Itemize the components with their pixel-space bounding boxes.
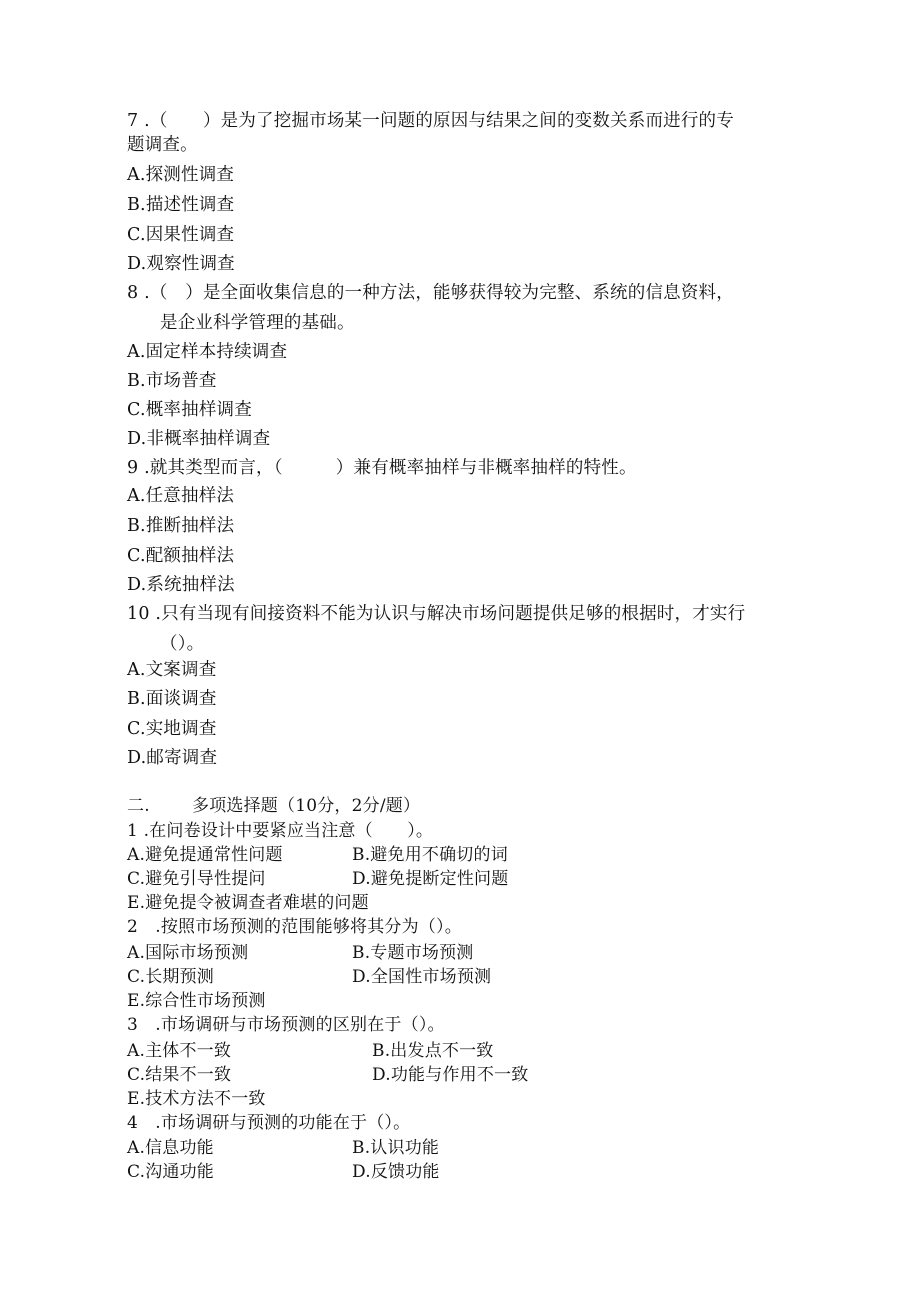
- question-10-option-d: D.邮寄调查: [127, 748, 218, 768]
- question-7-stem: 7 .（ ）是为了挖掘市场某一问题的原因与结果之间的变数关系而进行的专: [127, 111, 734, 131]
- multi-question-2-option-a: A.国际市场预测: [127, 943, 249, 963]
- question-9-option-d: D.系统抽样法: [127, 575, 235, 595]
- multi-question-4-option-c: C.沟通功能: [127, 1162, 215, 1182]
- question-10-option-b: B.面谈调查: [127, 689, 217, 709]
- multi-question-1-option-b: B.避免用不确切的词: [352, 845, 508, 865]
- multi-question-4-option-b: B.认识功能: [352, 1138, 440, 1158]
- question-7-option-b: B.描述性调查: [127, 195, 235, 215]
- question-9-option-c: C.配额抽样法: [127, 546, 235, 566]
- question-8-option-c: C.概率抽样调查: [127, 400, 252, 420]
- multi-question-3-option-e: E.技术方法不一致: [127, 1089, 266, 1109]
- question-9-option-b: B.推断抽样法: [127, 516, 235, 536]
- multi-question-1-option-e: E.避免提令被调查者难堪的问题: [127, 893, 369, 913]
- question-8-stem-cont: 是企业科学管理的基础。: [160, 313, 355, 333]
- question-8-option-d: D.非概率抽样调查: [127, 429, 271, 449]
- multi-question-3-stem: 3 .市场调研与市场预测的区别在于（）。: [127, 1015, 445, 1035]
- question-9-option-a: A.任意抽样法: [127, 486, 235, 506]
- question-7-stem-cont: 题调查。: [127, 135, 198, 155]
- question-7-option-d: D.观察性调查: [127, 254, 235, 274]
- multi-question-3-option-c: C.结果不一致: [127, 1065, 232, 1085]
- question-10-stem: 10 .只有当现有间接资料不能为认识与解决市场问题提供足够的根据时，才实行: [127, 604, 746, 624]
- multi-question-1-option-c: C.避免引导性提问: [127, 869, 266, 889]
- section-title: 多项选择题（10分，2分/题）: [192, 796, 421, 816]
- multi-question-4-option-a: A.信息功能: [127, 1138, 214, 1158]
- multi-question-2-option-b: B.专题市场预测: [352, 943, 474, 963]
- question-7-option-c: C.因果性调查: [127, 225, 235, 245]
- multi-question-1-option-a: A.避免提通常性问题: [127, 845, 283, 865]
- question-10-option-a: A.文案调查: [127, 660, 217, 680]
- multi-question-2-option-d: D.全国性市场预测: [352, 967, 492, 987]
- question-8-option-b: B.市场普查: [127, 371, 217, 391]
- multi-question-2-option-c: C.长期预测: [127, 967, 215, 987]
- multi-question-3-option-d: D.功能与作用不一致: [372, 1065, 529, 1085]
- multi-question-2-option-e: E.综合性市场预测: [127, 991, 266, 1011]
- multi-question-1-stem: 1 .在问卷设计中要紧应当注意（ ）。: [127, 821, 434, 841]
- section-number: 二.: [127, 796, 150, 816]
- multi-question-3-option-b: B.出发点不一致: [372, 1041, 494, 1061]
- multi-question-1-option-d: D.避免提断定性问题: [352, 869, 509, 889]
- multi-question-4-option-d: D.反馈功能: [352, 1162, 440, 1182]
- question-10-stem-cont: （）。: [160, 634, 205, 654]
- question-9-stem: 9 .就其类型而言，（ ）兼有概率抽样与非概率抽样的特性。: [127, 458, 637, 478]
- question-10-option-c: C.实地调查: [127, 719, 217, 739]
- multi-question-3-option-a: A.主体不一致: [127, 1041, 232, 1061]
- multi-question-4-stem: 4 .市场调研与预测的功能在于（）。: [127, 1113, 411, 1133]
- question-8-option-a: A.固定样本持续调查: [127, 342, 288, 362]
- multi-question-2-stem: 2 .按照市场预测的范围能够将其分为（）。: [127, 917, 462, 937]
- question-8-stem: 8 .（ ）是全面收集信息的一种方法，能够获得较为完整、系统的信息资料，: [127, 283, 734, 303]
- question-7-option-a: A.探测性调查: [127, 165, 235, 185]
